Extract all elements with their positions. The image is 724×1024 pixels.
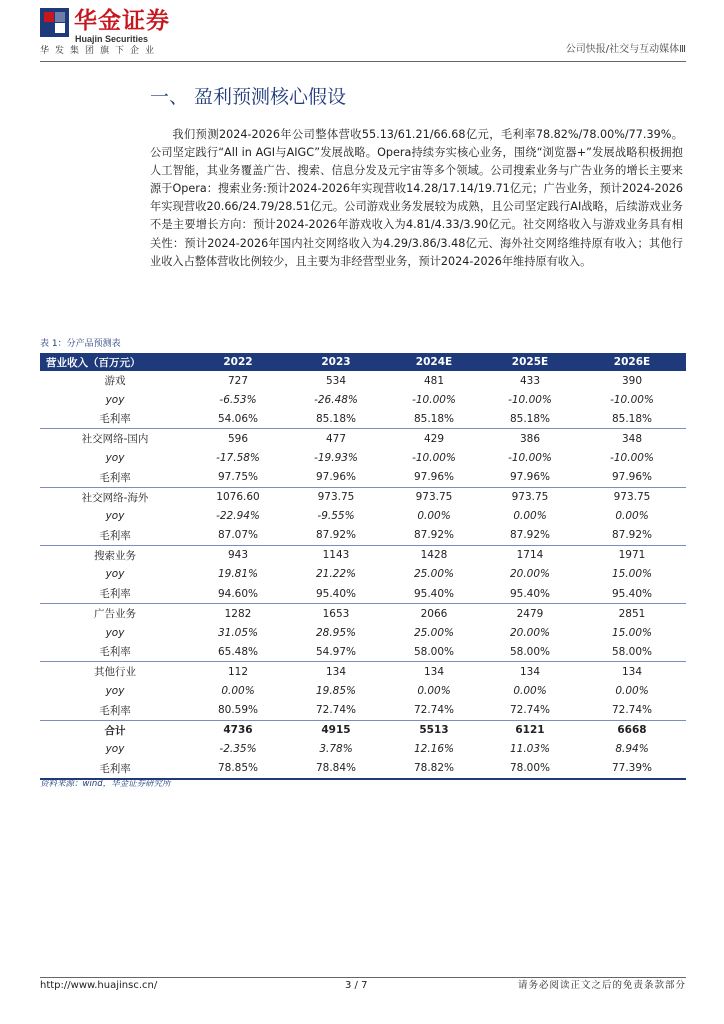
table-row xyxy=(40,409,686,429)
table-cell: 390 xyxy=(621,374,643,387)
table-cell: 6668 xyxy=(617,724,647,737)
table-cell: 97.75% xyxy=(190,467,286,487)
table-cell: -17.58% xyxy=(216,451,260,464)
table-header-year: 2025E xyxy=(482,353,578,371)
table-cell: 85.18% xyxy=(286,409,386,429)
row-label: 其他行业 xyxy=(94,666,136,679)
table-cell: 78.85% xyxy=(190,759,286,779)
table-cell: 72.74% xyxy=(578,701,686,721)
table-cell: -10.00% xyxy=(412,393,456,406)
table-cell: -10.00% xyxy=(508,393,552,406)
table-cell: 727 xyxy=(227,374,249,387)
table-cell: 386 xyxy=(519,432,541,445)
table-cell: 477 xyxy=(325,432,347,445)
table-cell: 2479 xyxy=(516,607,544,620)
table-header-year: 2023 xyxy=(286,353,386,371)
table-header-label: 营业收入（百万元） xyxy=(40,353,190,371)
table-cell: 78.84% xyxy=(286,759,386,779)
table-cell: 11.03% xyxy=(509,743,551,756)
table-header-year: 2024E xyxy=(386,353,482,371)
footer-url-link[interactable]: http://www.huajinsc.cn/ xyxy=(40,980,158,991)
table-cell: -2.35% xyxy=(219,743,257,756)
table-row xyxy=(40,371,686,390)
table-cell: 58.00% xyxy=(386,642,482,662)
table-cell: 95.40% xyxy=(482,584,578,604)
table-cell: 0.00% xyxy=(615,510,649,523)
table-cell: 78.82% xyxy=(386,759,482,779)
table-cell: 19.81% xyxy=(217,568,259,581)
table-cell: 87.92% xyxy=(386,526,482,546)
table-cell: 6121 xyxy=(515,724,545,737)
header-divider xyxy=(40,61,686,62)
table-row xyxy=(40,701,686,721)
table-cell: 973.75 xyxy=(613,491,651,504)
table-cell: 28.95% xyxy=(315,626,357,639)
table-cell: 95.40% xyxy=(286,584,386,604)
table-cell: 112 xyxy=(227,665,249,678)
row-label: 合计 xyxy=(104,724,126,737)
table-cell: 20.00% xyxy=(509,568,551,581)
table-cell: 85.18% xyxy=(482,409,578,429)
table-cell: 1714 xyxy=(516,549,544,562)
table-cell: 134 xyxy=(621,665,643,678)
logo-english-name: Huajin Securities xyxy=(75,34,149,44)
table-cell: 3.78% xyxy=(319,743,353,756)
table-row xyxy=(40,487,686,507)
footer-divider xyxy=(40,977,686,978)
table-cell: 97.96% xyxy=(578,467,686,487)
row-label: 毛利率 xyxy=(40,409,190,429)
table-cell: 0.00% xyxy=(417,510,451,523)
row-label: 毛利率 xyxy=(40,467,190,487)
forecast-table xyxy=(40,353,686,780)
table-cell: 2066 xyxy=(420,607,448,620)
table-cell: 87.07% xyxy=(190,526,286,546)
table-row xyxy=(40,642,686,662)
row-label: 毛利率 xyxy=(40,759,190,779)
table-header-year: 2026E xyxy=(578,353,686,371)
table-cell: 1971 xyxy=(618,549,646,562)
table-cell: 87.92% xyxy=(482,526,578,546)
table-row xyxy=(40,740,686,759)
table-row xyxy=(40,429,686,449)
row-label: yoy xyxy=(105,743,125,756)
table-caption: 表 1：分产品预测表 xyxy=(40,339,121,349)
table-header-year: 2022 xyxy=(190,353,286,371)
table-cell: 54.97% xyxy=(286,642,386,662)
table-row xyxy=(40,604,686,624)
table-cell: 15.00% xyxy=(611,568,653,581)
table-cell: 134 xyxy=(423,665,445,678)
table-cell: -10.00% xyxy=(610,393,654,406)
table-cell: 0.00% xyxy=(513,510,547,523)
table-cell: -9.55% xyxy=(317,510,355,523)
table-row xyxy=(40,467,686,487)
header-slogan: 华发集团旗下企业 xyxy=(40,46,161,56)
table-cell: 0.00% xyxy=(513,685,547,698)
table-cell: 596 xyxy=(227,432,249,445)
table-cell: -10.00% xyxy=(412,451,456,464)
table-cell: -22.94% xyxy=(216,510,260,523)
table-cell: 973.75 xyxy=(415,491,453,504)
table-cell: 943 xyxy=(227,549,249,562)
table-cell: 31.05% xyxy=(217,626,259,639)
table-body xyxy=(40,371,686,779)
table-cell: -10.00% xyxy=(508,451,552,464)
table-cell: 134 xyxy=(519,665,541,678)
table-cell: 58.00% xyxy=(578,642,686,662)
table-cell: 97.96% xyxy=(286,467,386,487)
table-row xyxy=(40,390,686,409)
table-cell: 0.00% xyxy=(615,685,649,698)
table-cell: 973.75 xyxy=(317,491,355,504)
table-cell: 134 xyxy=(325,665,347,678)
table-cell: 94.60% xyxy=(190,584,286,604)
table-cell: 95.40% xyxy=(578,584,686,604)
table-cell: 19.85% xyxy=(315,685,357,698)
table-cell: 4736 xyxy=(223,724,253,737)
table-cell: 481 xyxy=(423,374,445,387)
table-row xyxy=(40,545,686,565)
row-label: yoy xyxy=(105,451,125,464)
table-cell: 72.74% xyxy=(386,701,482,721)
row-label: 毛利率 xyxy=(40,526,190,546)
report-type: 公司快报/社交与互动媒体Ⅲ xyxy=(565,44,686,55)
table-cell: 1282 xyxy=(224,607,252,620)
body-paragraph: 我们预测2024-2026年公司整体营收55.13/61.21/66.68亿元，毛利率78.82%/78.00%/77.39%。公司坚定践行“All in AGI与AIGC”发展战略。Opera持续夯实核心业务，围绕“浏览器+”发展战略积极拥抱人工智能，其业务覆盖广告、搜索、信息分发及元宇宙等多个领域。公司搜索业务与广告业务的增长主要来源于Opera：搜索业务:预计2024-2026年实现营收14.28/17.14/19.71亿元；广告业务，预计2024-2026年实现营收20.66/24.79/28.51亿元。公司游戏业务发展较为成熟，且公司坚定践行AI战略，后续游戏业务不是主要增长方向：预计2024-2026年游戏收入为4.81/4.33/3.90亿元。社交网络收入与游戏业务具有相关性：预计2024-2026年国内社交网络收入为4.29/3.86/3.48亿元、海外社交网络维持原有收入；其他行业收入占整体营收比例较少，且主要为非经营型业务，预计2024-2026年维持原有收入。 xyxy=(150,128,683,268)
table-cell: 15.00% xyxy=(611,626,653,639)
table-cell: 25.00% xyxy=(413,568,455,581)
table-cell: 85.18% xyxy=(386,409,482,429)
table-cell: 433 xyxy=(519,374,541,387)
section-title: 一、 盈利预测核心假设 xyxy=(150,86,347,108)
table-cell: 85.18% xyxy=(578,409,686,429)
table-cell: 95.40% xyxy=(386,584,482,604)
table-cell: 87.92% xyxy=(578,526,686,546)
table-cell: 97.96% xyxy=(482,467,578,487)
table-cell: -6.53% xyxy=(219,393,257,406)
table-cell: -26.48% xyxy=(314,393,358,406)
table-row xyxy=(40,448,686,467)
table-row xyxy=(40,759,686,779)
table-row xyxy=(40,565,686,584)
row-label: 社交网络-国内 xyxy=(81,433,149,446)
row-label: yoy xyxy=(105,685,125,698)
row-label: 广告业务 xyxy=(94,608,136,621)
table-cell: 5513 xyxy=(419,724,449,737)
table-cell: 78.00% xyxy=(482,759,578,779)
row-label: yoy xyxy=(105,568,125,581)
table-row xyxy=(40,682,686,701)
table-cell: 65.48% xyxy=(190,642,286,662)
table-row xyxy=(40,507,686,526)
row-label: 毛利率 xyxy=(40,642,190,662)
row-label: 毛利率 xyxy=(40,701,190,721)
table-cell: 429 xyxy=(423,432,445,445)
footer-page-number: 3 / 7 xyxy=(345,980,368,991)
table-cell: 0.00% xyxy=(417,685,451,698)
table-source: 资料来源：wind，华金证券研究所 xyxy=(40,779,171,789)
table-cell: 534 xyxy=(325,374,347,387)
table-cell: 1428 xyxy=(420,549,448,562)
table-row xyxy=(40,662,686,682)
row-label: yoy xyxy=(105,626,125,639)
huajin-logo-icon xyxy=(40,8,69,37)
table-cell: 2851 xyxy=(618,607,646,620)
table-cell: 87.92% xyxy=(286,526,386,546)
table-row xyxy=(40,584,686,604)
table-cell: 1143 xyxy=(322,549,350,562)
table-row xyxy=(40,526,686,546)
page-header xyxy=(40,8,686,60)
table-cell: 12.16% xyxy=(413,743,455,756)
table-cell: 8.94% xyxy=(615,743,649,756)
table-cell: 72.74% xyxy=(286,701,386,721)
footer-disclaimer: 请务必阅读正文之后的免责条款部分 xyxy=(517,980,686,991)
table-cell: 1653 xyxy=(322,607,350,620)
table-cell: 97.96% xyxy=(386,467,482,487)
table-header-row xyxy=(40,353,686,371)
logo-chinese-name: 华金证券 xyxy=(74,8,170,34)
table-cell: 348 xyxy=(621,432,643,445)
table-cell: 973.75 xyxy=(511,491,549,504)
table-cell: 0.00% xyxy=(221,685,255,698)
row-label: 社交网络-海外 xyxy=(81,491,149,504)
row-label: 游戏 xyxy=(104,375,126,388)
table-cell: 54.06% xyxy=(190,409,286,429)
table-cell: 1076.60 xyxy=(216,491,260,504)
table-cell: 58.00% xyxy=(482,642,578,662)
table-cell: 80.59% xyxy=(190,701,286,721)
table-cell: -19.93% xyxy=(314,451,358,464)
table-cell: 72.74% xyxy=(482,701,578,721)
table-cell: 20.00% xyxy=(509,626,551,639)
forecast-table-container xyxy=(40,353,686,780)
table-row xyxy=(40,720,686,740)
row-label: yoy xyxy=(105,393,125,406)
table-cell: 21.22% xyxy=(315,568,357,581)
row-label: yoy xyxy=(105,510,125,523)
table-cell: 77.39% xyxy=(578,759,686,779)
table-row xyxy=(40,623,686,642)
table-cell: -10.00% xyxy=(610,451,654,464)
table-cell: 25.00% xyxy=(413,626,455,639)
table-cell: 4915 xyxy=(321,724,351,737)
row-label: 毛利率 xyxy=(40,584,190,604)
row-label: 搜索业务 xyxy=(94,549,136,562)
